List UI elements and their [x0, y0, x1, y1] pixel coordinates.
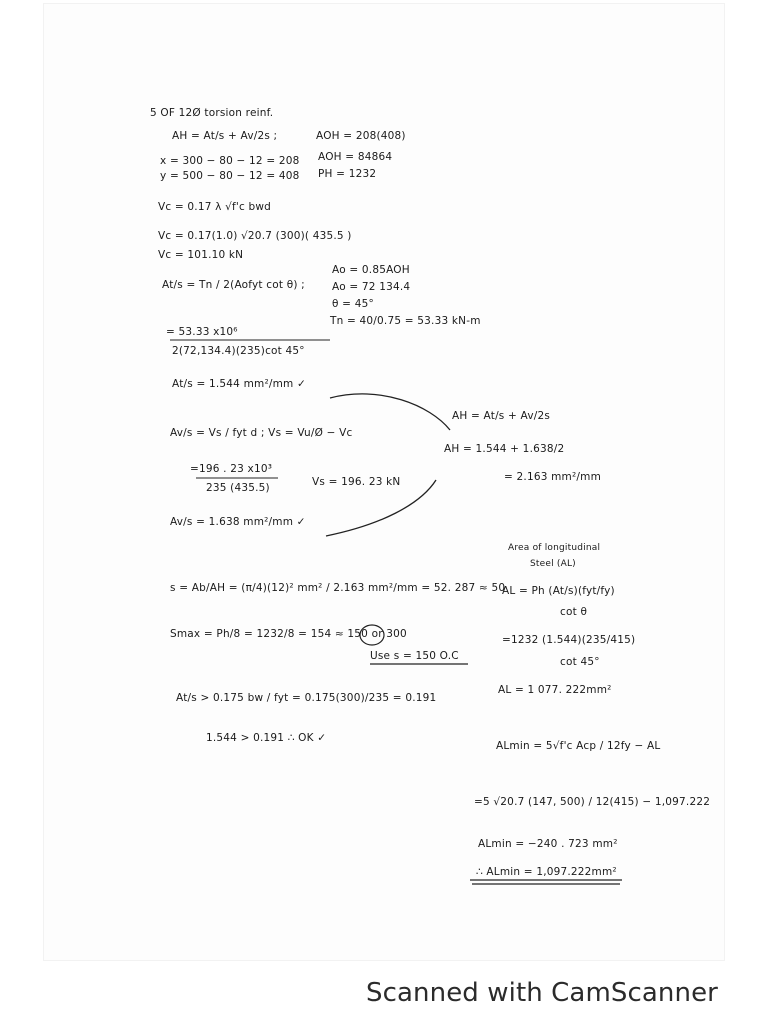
ao-formula: Ao = 0.85AOH: [332, 264, 410, 276]
vs-value: Vs = 196. 23 kN: [312, 476, 401, 488]
av-sub-denominator: 235 (435.5): [206, 482, 270, 494]
smax-equation: Smax = Ph/8 = 1232/8 = 154 ≈ 150 or 300: [170, 628, 407, 640]
vc-result: Vc = 101.10 kN: [158, 249, 244, 261]
at-s-result: At/s = 1.544 mm²/mm ✓: [172, 378, 306, 390]
cot-45: cot 45°: [560, 656, 600, 668]
y-equation: y = 500 − 80 − 12 = 408: [160, 170, 300, 182]
at-sub-numerator: = 53.33 x10⁶: [166, 326, 238, 338]
ah-right-substitution: AH = 1.544 + 1.638/2: [444, 443, 565, 455]
ah-formula: AH = At/s + Av/2s ;: [172, 130, 278, 142]
ph-value: PH = 1232: [318, 168, 377, 180]
ah-right-result: = 2.163 mm²/mm: [504, 471, 601, 483]
aoh-value: AOH = 84864: [318, 151, 393, 163]
vc-formula: Vc = 0.17 λ √f'c bwd: [158, 201, 271, 213]
almin-final: ∴ ALmin = 1,097.222mm²: [476, 866, 617, 878]
almin-substitution: =5 √20.7 (147, 500) / 12(415) − 1,097.222: [474, 796, 711, 808]
steel-al-heading: Steel (AL): [530, 559, 576, 569]
av-s-result: Av/s = 1.638 mm²/mm ✓: [170, 516, 306, 528]
almin-formula: ALmin = 5√f'c Acp / 12fy − AL: [496, 740, 661, 752]
ok-check: 1.544 > 0.191 ∴ OK ✓: [206, 732, 327, 744]
camscanner-watermark: Scanned with CamScanner: [366, 978, 718, 1008]
at-sub-denominator: 2(72,134.4)(235)cot 45°: [172, 345, 305, 357]
aoh-dimensions: AOH = 208(408): [316, 130, 406, 142]
theta-value: θ = 45°: [332, 298, 374, 310]
al-result: AL = 1 077. 222mm²: [498, 684, 612, 696]
almin-value: ALmin = −240 . 723 mm²: [478, 838, 618, 850]
av-s-formula: Av/s = Vs / fyt d ; Vs = Vu/Ø − Vc: [170, 427, 353, 439]
at-s-formula: At/s = Tn / 2(Aofyt cot θ) ;: [162, 279, 305, 291]
al-substitution: =1232 (1.544)(235/415): [502, 634, 636, 646]
at-minimum-check: At/s > 0.175 bw / fyt = 0.175(300)/235 = 0.191: [176, 692, 437, 704]
ah-right-formula: AH = At/s + Av/2s: [452, 410, 551, 422]
ao-value: Ao = 72 134.4: [332, 281, 411, 293]
x-equation: x = 300 − 80 − 12 = 208: [160, 155, 300, 167]
tn-value: Tn = 40/0.75 = 53.33 kN-m: [330, 315, 481, 327]
av-sub-numerator: =196 . 23 x10³: [190, 463, 273, 475]
use-spacing: Use s = 150 O.C: [370, 650, 459, 662]
spacing-formula: s = Ab/AH = (π/4)(12)² mm² / 2.163 mm²/mm = 52. 287 ≈ 50: [170, 582, 506, 594]
vc-substitution: Vc = 0.17(1.0) √20.7 (300)( 435.5 ): [158, 230, 352, 242]
longitudinal-heading: Area of longitudinal: [508, 543, 601, 553]
cot-theta: cot θ: [560, 606, 588, 618]
al-formula: AL = Ph (At/s)(fyt/fy): [502, 585, 615, 597]
torsion-reinf-heading: 5 OF 12Ø torsion reinf.: [150, 107, 274, 119]
